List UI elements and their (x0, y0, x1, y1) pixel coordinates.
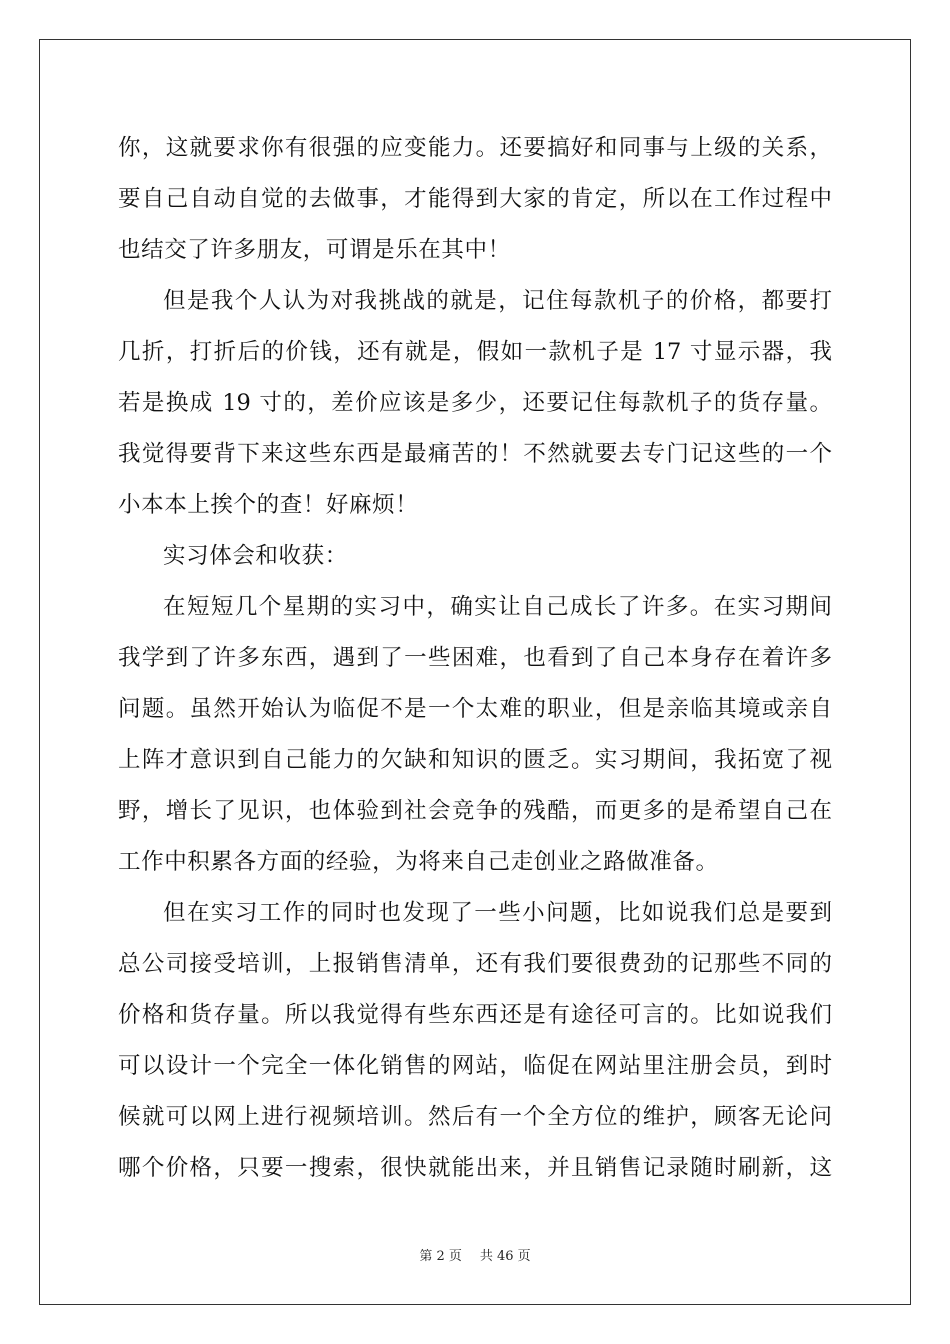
paragraph-first-line: 但是我个人认为对我挑战的就是，记住每款机子的价格，都要打 (163, 288, 832, 314)
text-line: 小本本上挨个的查！好麻烦！ (118, 492, 419, 518)
text-line: 也结交了许多朋友，可谓是乐在其中！ (118, 237, 511, 263)
paragraph-first-line: 但在实习工作的同时也发现了一些小问题，比如说我们总是要到 (163, 900, 832, 926)
text-line: 候就可以网上进行视频培训。然后有一个全方位的维护，顾客无论问 (118, 1104, 832, 1130)
text-line: 我觉得要背下来这些东西是最痛苦的！不然就要去专门记这些的一个 (118, 441, 832, 467)
text-line: 可以设计一个完全一体化销售的网站，临促在网站里注册会员，到时 (118, 1053, 832, 1079)
text-line: 几折，打折后的价钱，还有就是，假如一款机子是 17 寸显示器，我 (118, 339, 832, 365)
page-footer (0, 1248, 950, 1266)
text-line: 要自己自动自觉的去做事，才能得到大家的肯定，所以在工作过程中 (118, 186, 832, 212)
text-line: 若是换成 19 寸的，差价应该是多少，还要记住每款机子的货存量。 (118, 390, 832, 416)
page-total: 共 46 页 (479, 1249, 531, 1264)
text-line: 问题。虽然开始认为临促不是一个太难的职业，但是亲临其境或亲自 (118, 696, 832, 722)
text-line: 工作中积累各方面的经验，为将来自己走创业之路做准备。 (118, 849, 719, 875)
text-line: 我学到了许多东西，遇到了一些困难，也看到了自己本身存在着许多 (118, 645, 832, 671)
text-line: 上阵才意识到自己能力的欠缺和知识的匮乏。实习期间，我拓宽了视 (118, 747, 832, 773)
text-line: 你，这就要求你有很强的应变能力。还要搞好和同事与上级的关系， (118, 135, 832, 161)
text-line: 哪个价格，只要一搜索，很快就能出来，并且销售记录随时刷新，这 (118, 1155, 832, 1181)
paragraph-first-line: 在短短几个星期的实习中，确实让自己成长了许多。在实习期间 (163, 594, 832, 620)
page-number: 第 2 页 (419, 1249, 462, 1264)
text-line: 野，增长了见识，也体验到社会竞争的残酷，而更多的是希望自己在 (118, 798, 832, 824)
text-line: 总公司接受培训，上报销售清单，还有我们要很费劲的记那些不同的 (118, 951, 832, 977)
text-line: 价格和货存量。所以我觉得有些东西还是有途径可言的。比如说我们 (118, 1002, 832, 1028)
section-heading: 实习体会和收获： (163, 543, 348, 569)
